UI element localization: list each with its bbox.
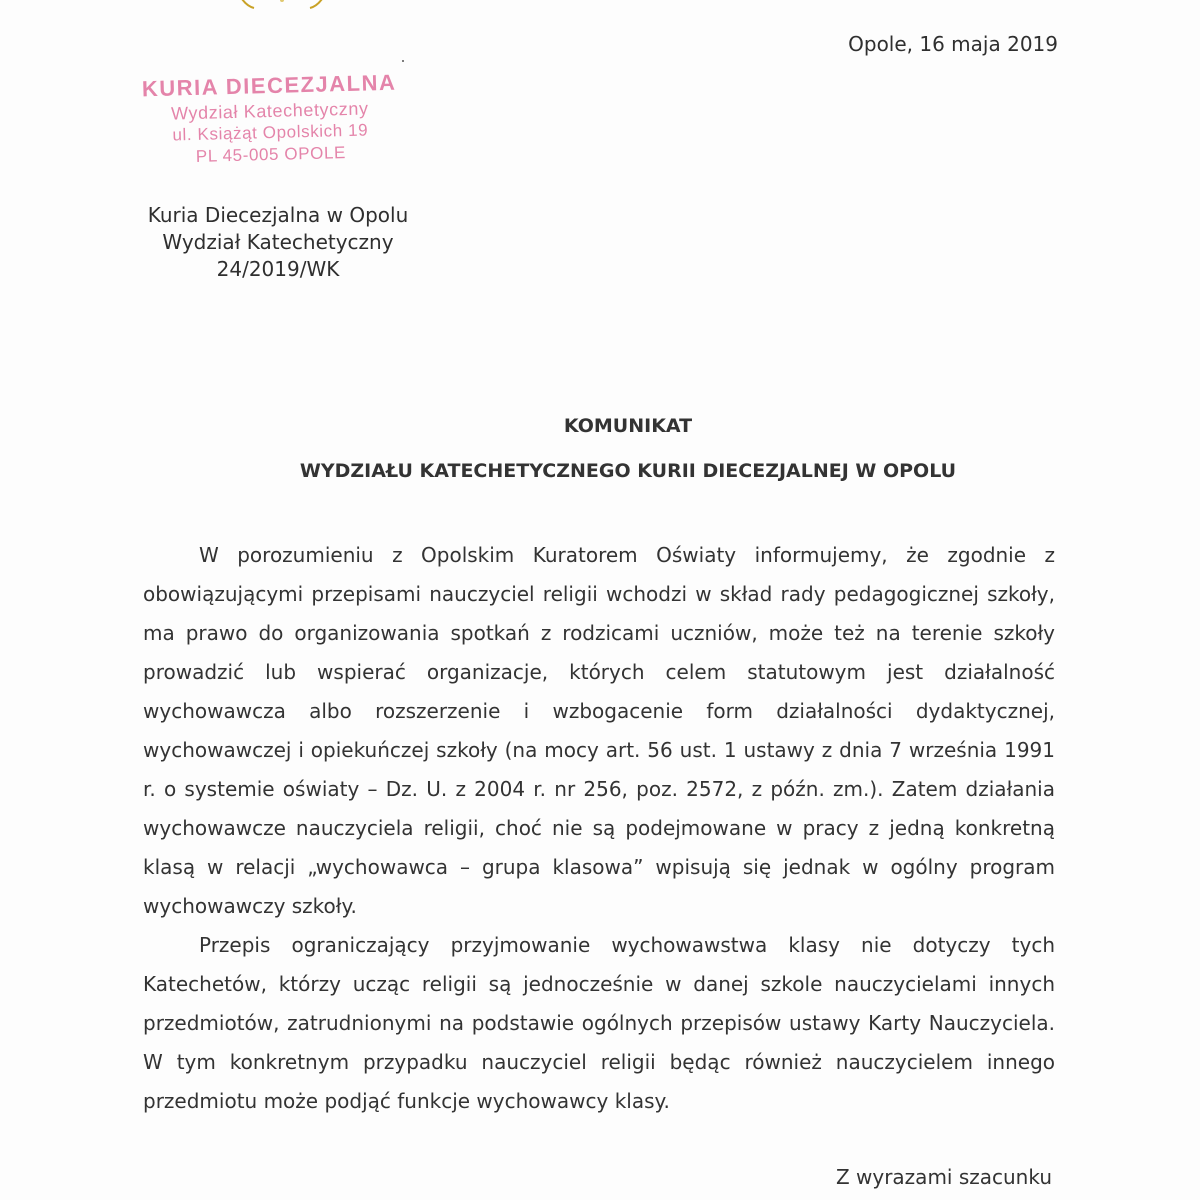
stamp-line-4: PL 45-005 OPOLE — [195, 143, 347, 166]
stamp-line-2: Wydział Katechetyczny — [170, 98, 369, 124]
document-title: KOMUNIKAT — [563, 415, 693, 437]
crest-emblem-icon — [232, 0, 332, 10]
closing-salutation: Z wyrazami szacunku — [835, 1165, 1052, 1189]
stamp-line-1: KURIA DIECEZJALNA — [141, 69, 397, 102]
body-paragraph-2: Przepis ograniczający przyjmowanie wychowawstwa klasy nie dotyczy tych Katechetów, którzy ucząc religii są jednocześnie w danej szkole nauczycielami innych przedmiotów, zatrudnionymi na podstawie ogólnych przepisów ustawy Karty Nauczyciela. W tym konkretnym przypadku nauczyciel religii będąc również nauczycielem innego przedmiotu może podjąć funkcje wychowawcy klasy. — [143, 933, 1055, 1113]
ink-dot — [402, 60, 404, 62]
body-paragraph-1: W porozumieniu z Opolskim Kuratorem Oświaty informujemy, że zgodnie z obowiązującymi przepisami nauczyciel religii wchodzi w skład rady pedagogicznej szkoły, ma prawo do organizowania spotkań z rodzicami uczniów, może też na terenie szkoły prowadzić lub wspierać organizacje, których celem statutowym jest działalność wychowawcza albo rozszerzenie i wzbogacenie form działalności dydaktycznej, wychowawczej i opiekuńczej szkoły (na mocy art. 56 ust. 1 ustawy z dnia 7 września 1991 r. o systemie oświaty – Dz. U. z 2004 r. nr 256, poz. 2572, z późn. zm.). Zatem działania wychowawcze nauczyciela religii, choć nie są podejmowane w pracy z jedną konkretną klasą w relacji „wychowawca – grupa klasowa” wpisują się jednak w ogólny program wychowawczy szkoły. — [143, 543, 1055, 918]
document-subtitle: WYDZIAŁU KATECHETYCZNEGO KURII DIECEZJALNEJ W OPOLU — [299, 460, 957, 482]
office-stamp — [119, 68, 421, 170]
sender-line-2: Wydział Katechetyczny — [162, 230, 394, 254]
stamp-line-3: ul. Książąt Opolskich 19 — [172, 120, 369, 145]
letter-date: Opole, 16 maja 2019 — [848, 32, 1058, 56]
document-body — [143, 536, 1055, 1121]
sender-line-1: Kuria Diecezjalna w Opolu — [147, 203, 409, 227]
sender-block — [128, 202, 428, 283]
reference-number: 24/2019/WK — [216, 257, 340, 281]
